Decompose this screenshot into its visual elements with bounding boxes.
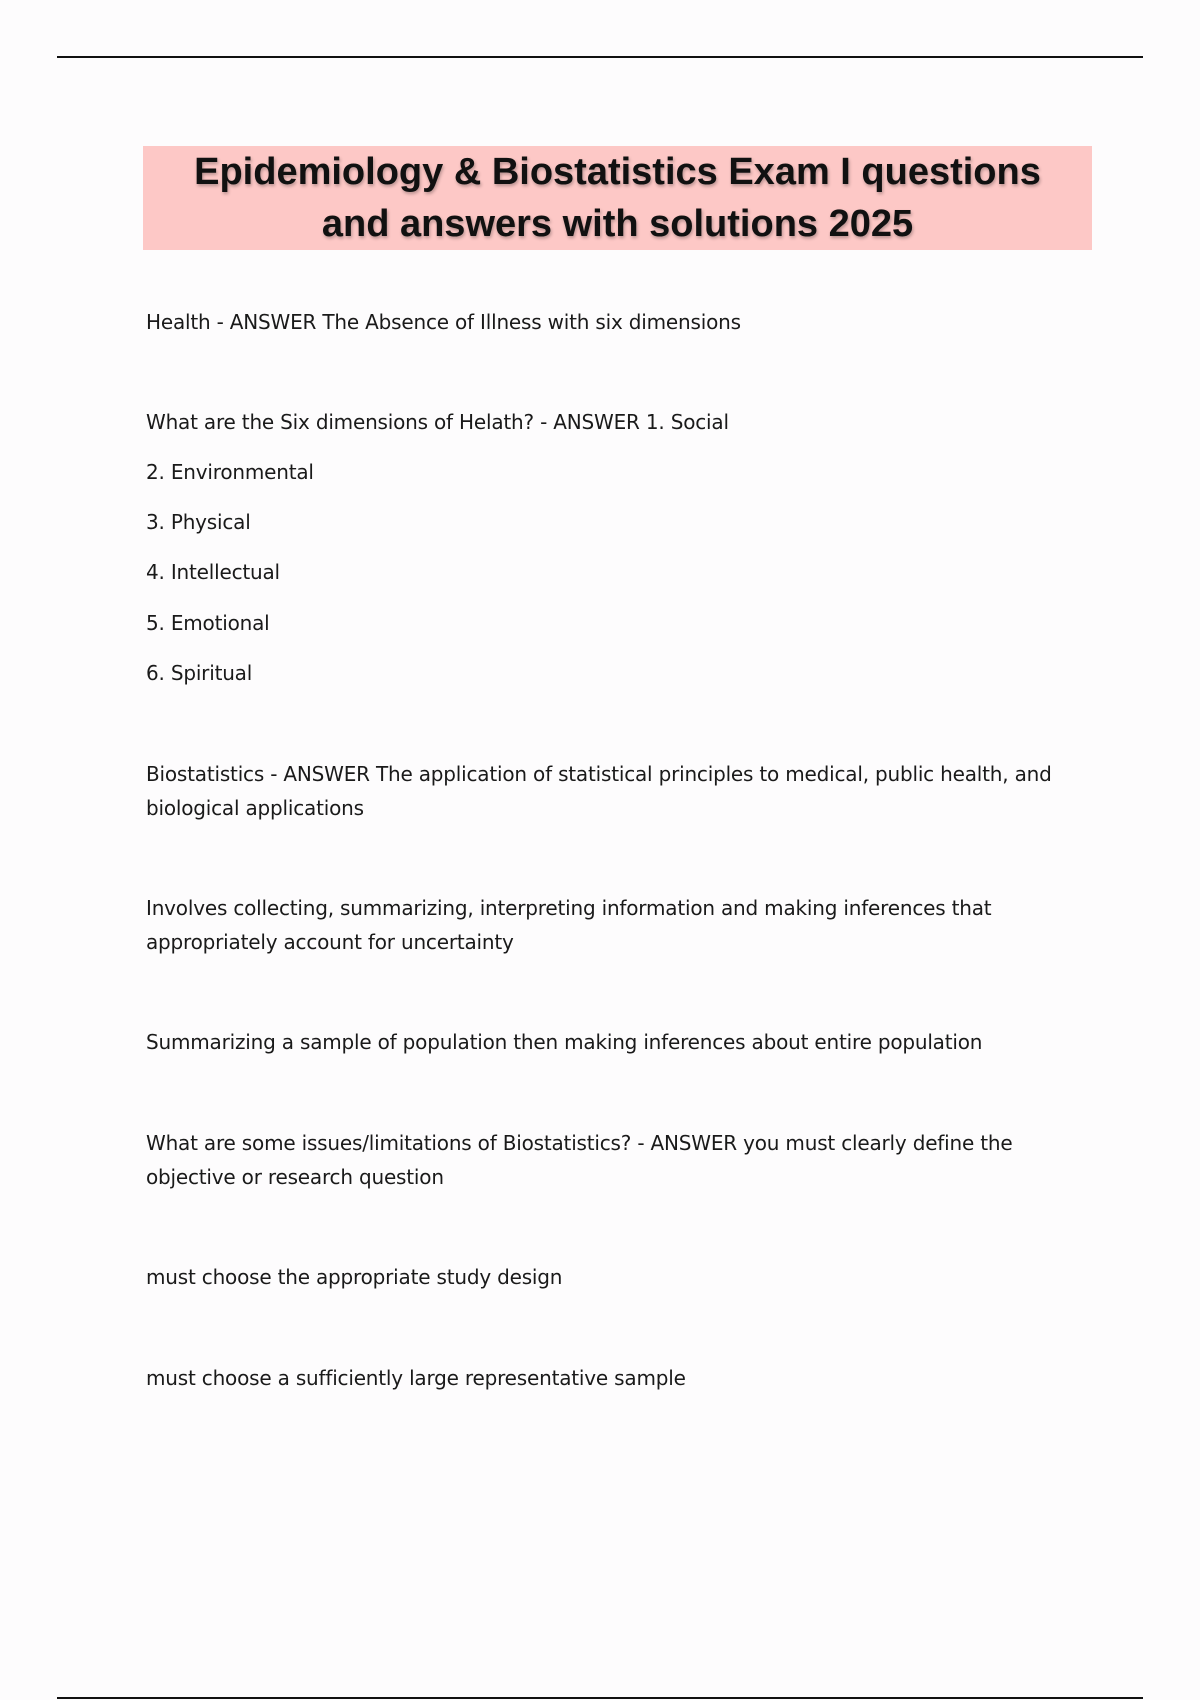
paragraph-six-dimensions-question: What are the Six dimensions of Helath? - ANSWER 1. Social (146, 410, 729, 434)
list-item: 6. Spiritual (146, 661, 253, 685)
paragraph-involves: Involves collecting, summarizing, interpreting information and making inferences that appropriately account for uncertainty (146, 896, 992, 954)
list-item: 2. Environmental (146, 460, 314, 484)
title-banner (143, 146, 1092, 250)
title-line-2: and answers with solutions 2025 (321, 203, 914, 245)
paragraph-study-design: must choose the appropriate study design (146, 1265, 563, 1289)
paragraph-biostatistics: Biostatistics - ANSWER The application of statistical principles to medical, public health, and biological applications (146, 762, 1052, 820)
list-item: 4. Intellectual (146, 560, 280, 584)
list-item: 3. Physical (146, 510, 251, 534)
top-rule (57, 56, 1143, 58)
paragraph-health: Health - ANSWER The Absence of Illness with six dimensions (146, 310, 741, 334)
bottom-rule (57, 1697, 1143, 1699)
paragraph-issues-question: What are some issues/limitations of Biostatistics? - ANSWER you must clearly define the objective or research question (146, 1131, 1013, 1189)
list-item: 5. Emotional (146, 611, 270, 635)
paragraph-sample: must choose a sufficiently large representative sample (146, 1366, 686, 1390)
paragraph-summarizing: Summarizing a sample of population then making inferences about entire population (146, 1030, 983, 1054)
title-line-1: Epidemiology & Biostatistics Exam I questions (194, 151, 1041, 193)
